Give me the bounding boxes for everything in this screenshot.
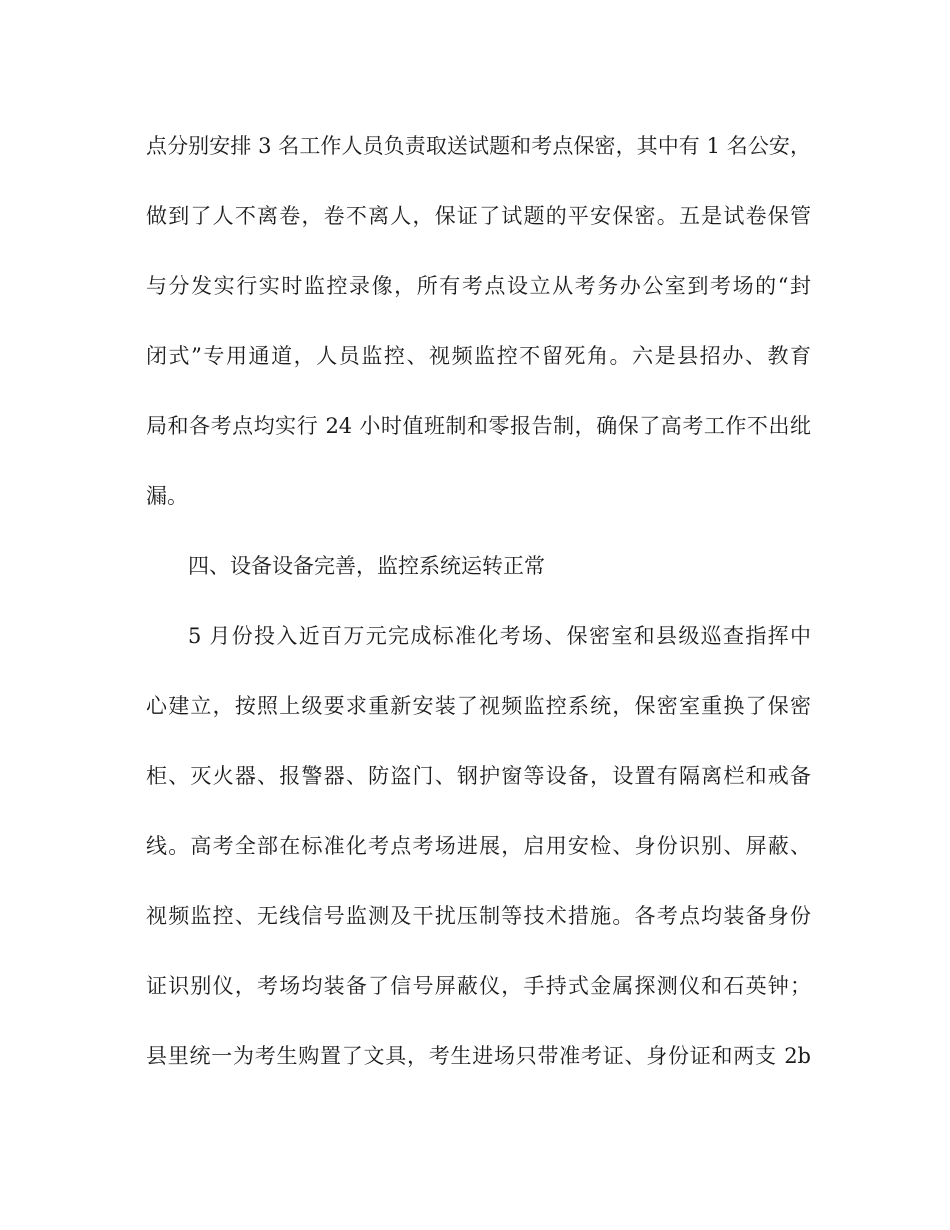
paragraph-line: 闭式”专用通道，人员监控、视频监控不留死角。六是县招办、教育	[146, 344, 811, 368]
paragraph-line: 点分别安排 3 名工作人员负责取送试题和考点保密，其中有 1 名公安，	[146, 134, 811, 158]
paragraph-line: 证识别仪，考场均装备了信号屏蔽仪，手持式金属探测仪和石英钟；	[146, 974, 811, 998]
paragraph-line: 做到了人不离卷，卷不离人，保证了试题的平安保密。五是试卷保管	[146, 204, 811, 228]
section-heading: 四、设备设备完善，监控系统运转正常	[188, 554, 545, 578]
paragraph-line: 县里统一为考生购置了文具，考生进场只带准考证、身份证和两支 2b	[146, 1044, 811, 1068]
paragraph-line: 与分发实行实时监控录像，所有考点设立从考务办公室到考场的“封	[146, 274, 811, 298]
paragraph-line: 心建立，按照上级要求重新安装了视频监控系统，保密室重换了保密	[146, 694, 811, 718]
paragraph-line: 5 月份投入近百万元完成标准化考场、保密室和县级巡查指挥中	[188, 624, 811, 648]
paragraph-line: 线。高考全部在标准化考点考场进展，启用安检、身份识别、屏蔽、	[146, 834, 811, 858]
paragraph-line: 漏。	[146, 484, 188, 508]
paragraph-line: 柜、灭火器、报警器、防盗门、钢护窗等设备，设置有隔离栏和戒备	[146, 764, 811, 788]
paragraph-line: 局和各考点均实行 24 小时值班制和零报告制，确保了高考工作不出纰	[146, 414, 811, 438]
paragraph-line: 视频监控、无线信号监测及干扰压制等技术措施。各考点均装备身份	[146, 904, 811, 928]
